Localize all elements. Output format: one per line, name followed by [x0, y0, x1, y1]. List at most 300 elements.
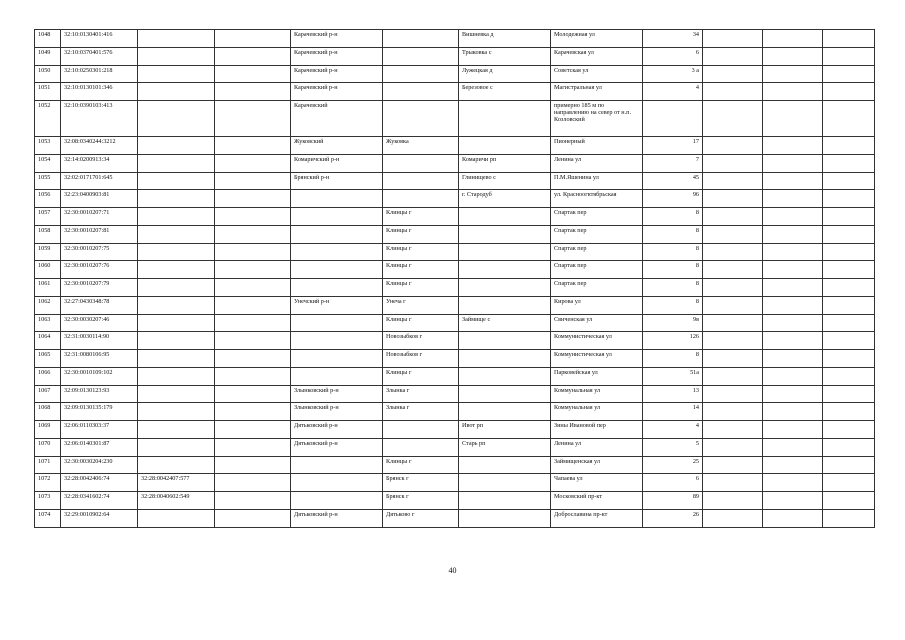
table-cell: 32:08:0340244:3212: [61, 137, 138, 155]
table-cell: [459, 367, 551, 385]
table-cell: [763, 208, 823, 226]
table-cell: [291, 474, 383, 492]
table-cell: Унечский р-н: [291, 296, 383, 314]
table-cell: [215, 367, 291, 385]
table-cell: [703, 421, 763, 439]
table-cell: Злынковский р-н: [291, 403, 383, 421]
table-cell: [763, 243, 823, 261]
table-cell: [823, 154, 875, 172]
table-cell: [763, 190, 823, 208]
table-cell: [823, 261, 875, 279]
table-cell: 32:31:0030114:90: [61, 332, 138, 350]
table-cell: Брянский р-н: [291, 172, 383, 190]
table-cell: Ленина ул: [551, 154, 643, 172]
table-cell: 1064: [35, 332, 61, 350]
table-cell: 32:28:0042406:74: [61, 474, 138, 492]
page-number: 40: [448, 566, 457, 575]
table-cell: Клинцы г: [383, 367, 459, 385]
table-cell: [459, 385, 551, 403]
table-cell: 6: [643, 47, 703, 65]
table-cell: 1050: [35, 65, 61, 83]
table-cell: Коммунальная ул: [551, 403, 643, 421]
table-cell: [763, 30, 823, 48]
table-cell: [383, 154, 459, 172]
table-cell: 32:27:0430348:78: [61, 296, 138, 314]
table-cell: 32:28:0341602:74: [61, 492, 138, 510]
table-cell: [459, 208, 551, 226]
table-cell: [215, 474, 291, 492]
table-cell: Займище с: [459, 314, 551, 332]
table-cell: Коммунальная ул: [551, 385, 643, 403]
table-cell: Ивот рп: [459, 421, 551, 439]
table-cell: Унеча г: [383, 296, 459, 314]
table-cell: 32:02:0171701:645: [61, 172, 138, 190]
table-cell: [291, 261, 383, 279]
table-cell: 1061: [35, 279, 61, 297]
table-cell: 7: [643, 154, 703, 172]
table-row: [35, 279, 875, 297]
table-cell: [215, 172, 291, 190]
table-cell: [823, 208, 875, 226]
table-cell: [138, 332, 215, 350]
table-cell: 8: [643, 261, 703, 279]
table-cell: [291, 350, 383, 368]
table-cell: [215, 225, 291, 243]
table-cell: Злынка г: [383, 403, 459, 421]
table-cell: 17: [643, 137, 703, 155]
table-cell: [459, 456, 551, 474]
table-cell: [823, 47, 875, 65]
table-cell: 32:30:0010207:75: [61, 243, 138, 261]
table-cell: [138, 30, 215, 48]
table-cell: [763, 47, 823, 65]
table-cell: [291, 367, 383, 385]
table-cell: [383, 83, 459, 101]
table-cell: [215, 47, 291, 65]
table-cell: [459, 492, 551, 510]
table-cell: Карачевский: [291, 101, 383, 137]
table-cell: [383, 190, 459, 208]
table-cell: [459, 243, 551, 261]
table-cell: Дятьковский р-н: [291, 438, 383, 456]
table-cell: Вишневка д: [459, 30, 551, 48]
table-cell: [383, 65, 459, 83]
table-cell: [215, 83, 291, 101]
table-cell: П.М.Яшенина ул: [551, 172, 643, 190]
table-cell: Спартак пер: [551, 208, 643, 226]
table-row: [35, 30, 875, 48]
table-cell: [215, 421, 291, 439]
table-cell: [383, 47, 459, 65]
table-cell: [823, 367, 875, 385]
table-cell: [215, 261, 291, 279]
table-cell: Коммунистическая ул: [551, 350, 643, 368]
table-cell: 4: [643, 83, 703, 101]
table-cell: [703, 403, 763, 421]
table-cell: [823, 65, 875, 83]
table-cell: Карачевский р-н: [291, 30, 383, 48]
table-cell: 1062: [35, 296, 61, 314]
table-cell: [703, 83, 763, 101]
table-cell: 32:10:0250301:218: [61, 65, 138, 83]
table-cell: [215, 30, 291, 48]
table-cell: 1068: [35, 403, 61, 421]
table-cell: 32:10:0390103:413: [61, 101, 138, 137]
table-cell: [823, 172, 875, 190]
table-row: [35, 456, 875, 474]
table-cell: 32:23:0400903:81: [61, 190, 138, 208]
table-cell: [823, 314, 875, 332]
table-cell: Доброславина пр-кт: [551, 509, 643, 527]
table-row: [35, 225, 875, 243]
table-row: [35, 65, 875, 83]
table-cell: [459, 296, 551, 314]
table-cell: [823, 403, 875, 421]
table-cell: Парковейская ул: [551, 367, 643, 385]
table-cell: 32:09:0130123:93: [61, 385, 138, 403]
table-cell: Спартак пер: [551, 261, 643, 279]
table-cell: 1056: [35, 190, 61, 208]
table-cell: [703, 101, 763, 137]
table-cell: [703, 261, 763, 279]
table-row: [35, 154, 875, 172]
table-cell: 1060: [35, 261, 61, 279]
table-cell: [823, 332, 875, 350]
table-cell: [383, 421, 459, 439]
table-cell: примерно 185 м по направлению на север от н.п. Козловский: [551, 101, 643, 137]
table-cell: [291, 225, 383, 243]
table-cell: [138, 367, 215, 385]
table-cell: 1059: [35, 243, 61, 261]
table-cell: 32:30:0030204:230: [61, 456, 138, 474]
table-cell: Клинцы г: [383, 243, 459, 261]
table-cell: [459, 261, 551, 279]
table-row: [35, 403, 875, 421]
table-cell: [703, 172, 763, 190]
table-cell: Чапаева ул: [551, 474, 643, 492]
table-cell: Трыковка с: [459, 47, 551, 65]
table-cell: [823, 101, 875, 137]
table-cell: 6: [643, 474, 703, 492]
table-cell: 26: [643, 509, 703, 527]
table-row: [35, 137, 875, 155]
table-row: [35, 474, 875, 492]
table-cell: Клинцы г: [383, 279, 459, 297]
table-cell: 32:30:0030207:46: [61, 314, 138, 332]
table-cell: [703, 385, 763, 403]
table-cell: [215, 350, 291, 368]
table-cell: [823, 190, 875, 208]
table-cell: 1072: [35, 474, 61, 492]
table-cell: [215, 101, 291, 137]
table-cell: [763, 438, 823, 456]
table-cell: Займищенская ул: [551, 456, 643, 474]
table-cell: 8: [643, 279, 703, 297]
table-cell: [215, 332, 291, 350]
table-cell: 1054: [35, 154, 61, 172]
table-cell: [215, 208, 291, 226]
table-cell: [703, 314, 763, 332]
table-cell: [291, 243, 383, 261]
table-cell: [215, 314, 291, 332]
table-cell: [823, 83, 875, 101]
table-cell: 1053: [35, 137, 61, 155]
table-cell: 32:14:0200913:34: [61, 154, 138, 172]
table-cell: Клинцы г: [383, 208, 459, 226]
table-cell: [383, 30, 459, 48]
table-cell: [215, 296, 291, 314]
table-cell: 1057: [35, 208, 61, 226]
table-cell: [823, 438, 875, 456]
table-row: [35, 350, 875, 368]
table-cell: Карачевский р-н: [291, 83, 383, 101]
table-cell: Глинищево с: [459, 172, 551, 190]
table-cell: [703, 190, 763, 208]
table-cell: [703, 243, 763, 261]
table-cell: Старь рп: [459, 438, 551, 456]
table-cell: 1070: [35, 438, 61, 456]
table-cell: 32:10:0370401:576: [61, 47, 138, 65]
table-cell: [823, 225, 875, 243]
table-cell: 4: [643, 421, 703, 439]
table-cell: 8: [643, 208, 703, 226]
table-row: [35, 296, 875, 314]
table-cell: [138, 154, 215, 172]
table-cell: [823, 474, 875, 492]
table-cell: [763, 492, 823, 510]
table-cell: [383, 438, 459, 456]
table-cell: Спартак пер: [551, 243, 643, 261]
table-cell: [763, 385, 823, 403]
table-cell: [138, 261, 215, 279]
table-cell: 3 а: [643, 65, 703, 83]
table-cell: 32:30:0010207:71: [61, 208, 138, 226]
table-cell: 32:10:0130401:416: [61, 30, 138, 48]
table-cell: Клинцы г: [383, 456, 459, 474]
table-cell: [823, 137, 875, 155]
table-cell: [763, 314, 823, 332]
table-cell: 1051: [35, 83, 61, 101]
table-cell: Комаричи рп: [459, 154, 551, 172]
table-cell: 8: [643, 296, 703, 314]
table-cell: [459, 350, 551, 368]
table-cell: Березовое с: [459, 83, 551, 101]
table-cell: 1071: [35, 456, 61, 474]
table-cell: [823, 30, 875, 48]
table-cell: Злынковский р-н: [291, 385, 383, 403]
table-cell: [291, 456, 383, 474]
table-row: [35, 83, 875, 101]
table-cell: 1066: [35, 367, 61, 385]
table-cell: Магистральная ул: [551, 83, 643, 101]
table-cell: [138, 350, 215, 368]
table-row: [35, 367, 875, 385]
table-row: [35, 421, 875, 439]
table-cell: [703, 438, 763, 456]
table-cell: Свиченская ул: [551, 314, 643, 332]
table-cell: [215, 65, 291, 83]
table-cell: 1052: [35, 101, 61, 137]
table-cell: [291, 208, 383, 226]
table-row: [35, 492, 875, 510]
table-cell: Новозыбков г: [383, 332, 459, 350]
table-cell: [215, 509, 291, 527]
table-cell: Брянск г: [383, 474, 459, 492]
table-cell: [383, 101, 459, 137]
table-cell: [823, 385, 875, 403]
table-cell: 89: [643, 492, 703, 510]
table-cell: [138, 172, 215, 190]
table-cell: [703, 474, 763, 492]
table-cell: [763, 332, 823, 350]
table-cell: [291, 190, 383, 208]
table-cell: [215, 190, 291, 208]
table-cell: [138, 421, 215, 439]
table-cell: [823, 492, 875, 510]
table-cell: 1058: [35, 225, 61, 243]
table-cell: [763, 456, 823, 474]
table-cell: Брянск г: [383, 492, 459, 510]
table-cell: 8: [643, 350, 703, 368]
table-cell: 32:10:0130101:346: [61, 83, 138, 101]
table-cell: [703, 208, 763, 226]
table-cell: 34: [643, 30, 703, 48]
table-cell: [763, 296, 823, 314]
table-cell: 32:30:0010207:76: [61, 261, 138, 279]
table-cell: Карачевский р-н: [291, 65, 383, 83]
table-cell: Пионерный: [551, 137, 643, 155]
table-cell: 13: [643, 385, 703, 403]
table-cell: [215, 403, 291, 421]
table-cell: [823, 421, 875, 439]
table-cell: Дятьковский р-н: [291, 509, 383, 527]
table-cell: [215, 456, 291, 474]
table-cell: 8: [643, 243, 703, 261]
table-cell: [763, 172, 823, 190]
table-cell: [703, 509, 763, 527]
table-cell: [763, 350, 823, 368]
table-cell: [763, 279, 823, 297]
table-cell: [459, 101, 551, 137]
table-cell: 32:30:0010109:102: [61, 367, 138, 385]
table-cell: [138, 101, 215, 137]
table-row: [35, 438, 875, 456]
table-cell: [138, 137, 215, 155]
table-cell: Клинцы г: [383, 314, 459, 332]
table-cell: 14: [643, 403, 703, 421]
table-cell: [459, 332, 551, 350]
table-row: [35, 101, 875, 137]
table-cell: [215, 137, 291, 155]
table-cell: 1067: [35, 385, 61, 403]
table-cell: [763, 421, 823, 439]
table-cell: [703, 332, 763, 350]
table-body: [35, 30, 875, 528]
table-row: [35, 47, 875, 65]
table-row: [35, 385, 875, 403]
table-cell: [703, 296, 763, 314]
table-cell: [138, 208, 215, 226]
table-cell: 32:29:0010902:64: [61, 509, 138, 527]
table-cell: 1069: [35, 421, 61, 439]
table-cell: 25: [643, 456, 703, 474]
table-cell: [138, 438, 215, 456]
table-cell: [138, 225, 215, 243]
registry-table: [34, 29, 875, 528]
table-cell: 9в: [643, 314, 703, 332]
table-cell: [763, 474, 823, 492]
table-row: [35, 314, 875, 332]
table-cell: [763, 83, 823, 101]
table-cell: [138, 190, 215, 208]
table-cell: [138, 83, 215, 101]
table-cell: [763, 261, 823, 279]
table-row: [35, 208, 875, 226]
table-cell: [383, 172, 459, 190]
table-cell: 5: [643, 438, 703, 456]
table-cell: 45: [643, 172, 703, 190]
table-cell: Кирова ул: [551, 296, 643, 314]
table-cell: [703, 154, 763, 172]
table-cell: [823, 279, 875, 297]
table-cell: [215, 438, 291, 456]
table-cell: 126: [643, 332, 703, 350]
table-cell: [459, 279, 551, 297]
table-cell: 1065: [35, 350, 61, 368]
table-cell: [138, 385, 215, 403]
table-cell: Лужецкая д: [459, 65, 551, 83]
table-cell: [138, 403, 215, 421]
table-cell: [703, 47, 763, 65]
table-cell: 32:06:0140301:87: [61, 438, 138, 456]
table-cell: [215, 492, 291, 510]
table-cell: Жуковский: [291, 137, 383, 155]
table-cell: ул. Красноогктябрьская: [551, 190, 643, 208]
table-cell: [823, 296, 875, 314]
table-cell: 1063: [35, 314, 61, 332]
table-row: [35, 190, 875, 208]
table-cell: Клинцы г: [383, 225, 459, 243]
table-cell: 32:30:0010207:81: [61, 225, 138, 243]
table-cell: [763, 65, 823, 83]
table-cell: [459, 474, 551, 492]
table-row: [35, 172, 875, 190]
table-cell: [138, 65, 215, 83]
table-cell: 1055: [35, 172, 61, 190]
table-cell: [291, 492, 383, 510]
table-cell: Карачевский р-н: [291, 47, 383, 65]
table-row: [35, 332, 875, 350]
table-cell: Московский пр-кт: [551, 492, 643, 510]
table-cell: [763, 154, 823, 172]
table-cell: 96: [643, 190, 703, 208]
table-cell: [763, 101, 823, 137]
table-cell: [703, 65, 763, 83]
table-cell: [215, 279, 291, 297]
table-cell: 1074: [35, 509, 61, 527]
table-cell: [215, 154, 291, 172]
table-cell: Советская ул: [551, 65, 643, 83]
table-cell: Ленина ул: [551, 438, 643, 456]
table-cell: [823, 243, 875, 261]
table-cell: [763, 225, 823, 243]
table-cell: Злынка г: [383, 385, 459, 403]
table-cell: [138, 279, 215, 297]
table-cell: [763, 367, 823, 385]
table-cell: [703, 492, 763, 510]
table-cell: Дятьково г: [383, 509, 459, 527]
table-cell: [215, 385, 291, 403]
